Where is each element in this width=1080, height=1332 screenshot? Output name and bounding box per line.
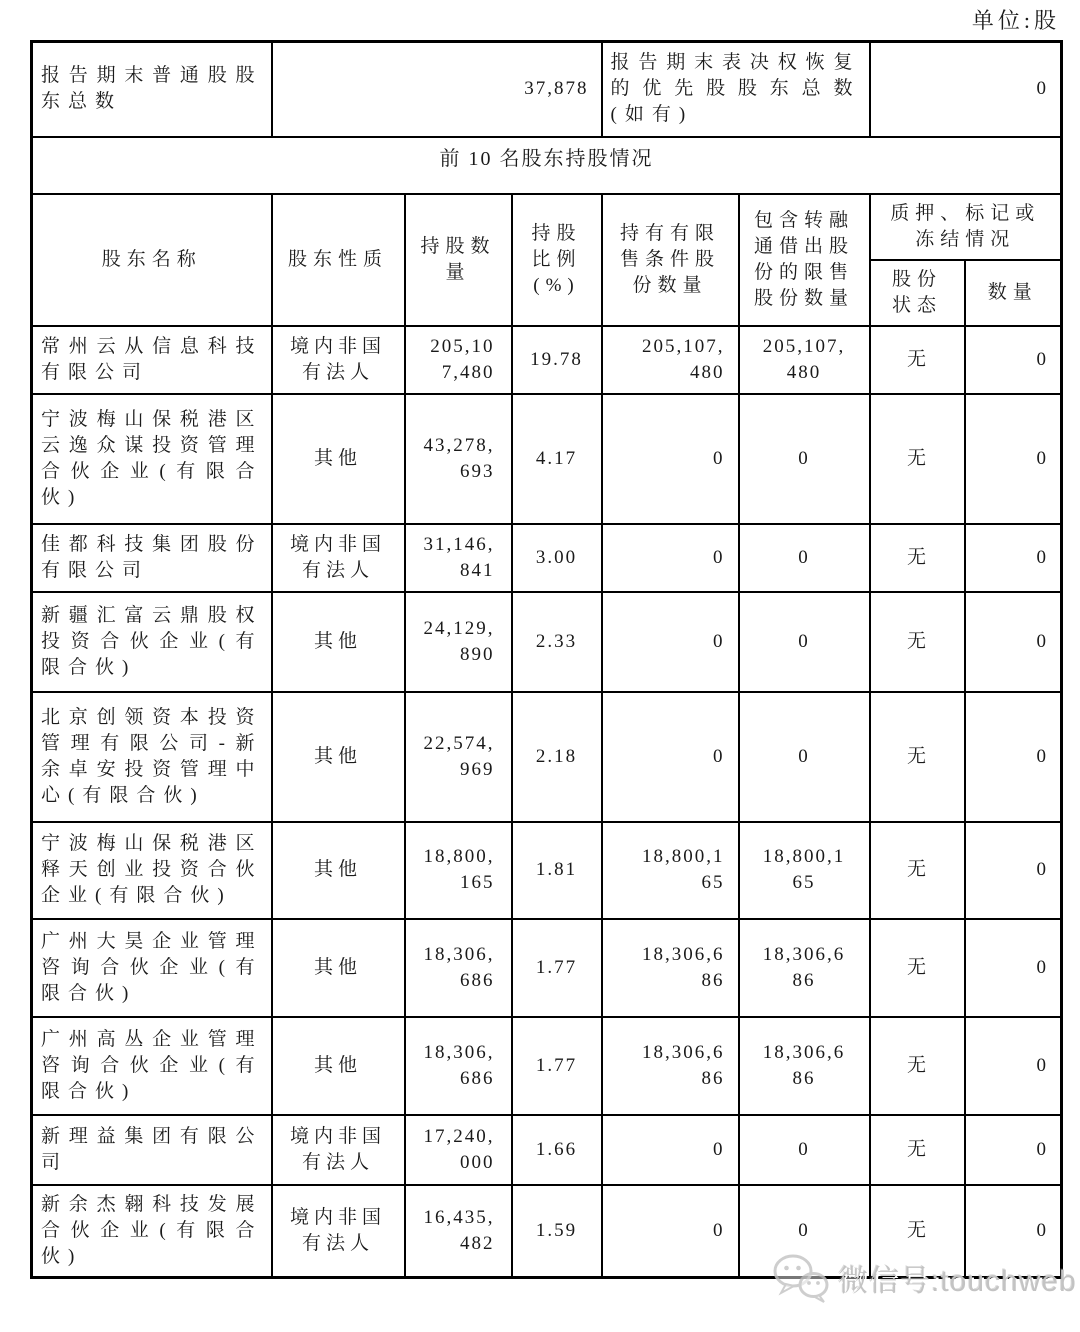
shareholder-nature: 其他 <box>272 1017 405 1115</box>
column-header-pledge-quantity: 数量 <box>965 260 1062 326</box>
table-row <box>32 326 1062 394</box>
restricted-shares: 0 <box>602 692 739 822</box>
shareholding-ratio: 4.17 <box>512 394 602 524</box>
section-title-row <box>32 137 1062 194</box>
share-status: 无 <box>870 822 965 919</box>
pledge-quantity: 0 <box>965 592 1062 692</box>
shareholders-table <box>30 40 1063 1279</box>
shareholding-ratio: 3.00 <box>512 524 602 592</box>
share-status: 无 <box>870 919 965 1017</box>
shareholding-ratio: 19.78 <box>512 326 602 394</box>
lending-restricted-shares: 0 <box>739 524 870 592</box>
shareholder-nature: 境内非国有法人 <box>272 1185 405 1278</box>
watermark <box>772 1252 1077 1304</box>
unit-label: 单位:股 <box>971 8 1060 33</box>
preferred-shareholders-label: 报告期末表决权恢复的优先股股东总数(如有) <box>602 42 870 137</box>
shareholder-name: 广州大昊企业管理咨询合伙企业(有限合伙) <box>32 919 272 1017</box>
shareholding-ratio: 2.33 <box>512 592 602 692</box>
column-header-restricted-shares: 持有有限售条件股份数量 <box>602 194 739 326</box>
shareholder-name: 北京创领资本投资管理有限公司-新余卓安投资管理中心(有限合伙) <box>32 692 272 822</box>
restricted-shares: 0 <box>602 394 739 524</box>
column-header-shareholder-name: 股东名称 <box>32 194 272 326</box>
lending-restricted-shares: 0 <box>739 394 870 524</box>
shareholding-ratio: 1.77 <box>512 919 602 1017</box>
restricted-shares: 0 <box>602 1185 739 1278</box>
column-header-shares-held: 持股数量 <box>405 194 512 326</box>
share-status: 无 <box>870 592 965 692</box>
share-status: 无 <box>870 1185 965 1278</box>
table-row <box>32 1017 1062 1115</box>
table-row <box>32 524 1062 592</box>
pledge-quantity: 0 <box>965 326 1062 394</box>
table-row <box>32 1115 1062 1185</box>
shareholder-nature: 其他 <box>272 692 405 822</box>
shares-held: 205,107,480 <box>405 326 512 394</box>
lending-restricted-shares: 18,800,165 <box>739 822 870 919</box>
shareholder-nature: 其他 <box>272 592 405 692</box>
pledge-quantity: 0 <box>965 394 1062 524</box>
restricted-shares: 18,306,686 <box>602 1017 739 1115</box>
share-status: 无 <box>870 394 965 524</box>
restricted-shares: 18,306,686 <box>602 919 739 1017</box>
restricted-shares: 0 <box>602 592 739 692</box>
pledge-quantity: 0 <box>965 1017 1062 1115</box>
shareholder-name: 宁波梅山保税港区释天创业投资合伙企业(有限合伙) <box>32 822 272 919</box>
shares-held: 31,146,841 <box>405 524 512 592</box>
shareholder-name: 广州高丛企业管理咨询合伙企业(有限合伙) <box>32 1017 272 1115</box>
header-row <box>32 194 1062 260</box>
shareholder-name: 佳都科技集团股份有限公司 <box>32 524 272 592</box>
shares-held: 43,278,693 <box>405 394 512 524</box>
shareholding-ratio: 2.18 <box>512 692 602 822</box>
column-header-pledge-group: 质押、标记或冻结情况 <box>870 194 1062 260</box>
column-header-shareholder-nature: 股东性质 <box>272 194 405 326</box>
shareholder-nature: 境内非国有法人 <box>272 326 405 394</box>
shareholder-nature: 其他 <box>272 394 405 524</box>
shares-held: 18,306,686 <box>405 919 512 1017</box>
lending-restricted-shares: 0 <box>739 1115 870 1185</box>
lending-restricted-shares: 0 <box>739 1185 870 1278</box>
wechat-icon <box>772 1252 830 1304</box>
lending-restricted-shares: 18,306,686 <box>739 1017 870 1115</box>
shares-held: 22,574,969 <box>405 692 512 822</box>
summary-row <box>32 42 1062 137</box>
restricted-shares: 205,107,480 <box>602 326 739 394</box>
pledge-quantity: 0 <box>965 524 1062 592</box>
pledge-quantity: 0 <box>965 692 1062 822</box>
share-status: 无 <box>870 1115 965 1185</box>
preferred-shareholders-value: 0 <box>870 42 1062 137</box>
lending-restricted-shares: 205,107,480 <box>739 326 870 394</box>
ordinary-shareholders-label: 报告期末普通股股东总数 <box>32 42 272 137</box>
column-header-lending-restricted-shares: 包含转融通借出股份的限售股份数量 <box>739 194 870 326</box>
share-status: 无 <box>870 692 965 822</box>
pledge-quantity: 0 <box>965 1185 1062 1278</box>
lending-restricted-shares: 18,306,686 <box>739 919 870 1017</box>
restricted-shares: 18,800,165 <box>602 822 739 919</box>
ordinary-shareholders-value: 37,878 <box>272 42 602 137</box>
restricted-shares: 0 <box>602 524 739 592</box>
shareholder-nature: 其他 <box>272 822 405 919</box>
shareholder-nature: 境内非国有法人 <box>272 1115 405 1185</box>
shares-held: 16,435,482 <box>405 1185 512 1278</box>
column-header-share-status: 股份状态 <box>870 260 965 326</box>
shareholder-name: 新疆汇富云鼎股权投资合伙企业(有限合伙) <box>32 592 272 692</box>
shareholding-ratio: 1.81 <box>512 822 602 919</box>
table-row <box>32 822 1062 919</box>
table-row <box>32 592 1062 692</box>
shareholder-nature: 境内非国有法人 <box>272 524 405 592</box>
share-status: 无 <box>870 1017 965 1115</box>
shares-held: 18,306,686 <box>405 1017 512 1115</box>
table-row <box>32 692 1062 822</box>
shares-held: 24,129,890 <box>405 592 512 692</box>
shareholding-ratio: 1.77 <box>512 1017 602 1115</box>
shares-held: 18,800,165 <box>405 822 512 919</box>
restricted-shares: 0 <box>602 1115 739 1185</box>
pledge-quantity: 0 <box>965 919 1062 1017</box>
lending-restricted-shares: 0 <box>739 692 870 822</box>
share-status: 无 <box>870 524 965 592</box>
table-row <box>32 919 1062 1017</box>
pledge-quantity: 0 <box>965 822 1062 919</box>
shareholding-ratio: 1.66 <box>512 1115 602 1185</box>
shareholder-name: 常州云从信息科技有限公司 <box>32 326 272 394</box>
shareholder-name: 新理益集团有限公司 <box>32 1115 272 1185</box>
section-title: 前 10 名股东持股情况 <box>32 137 1062 194</box>
shareholder-nature: 其他 <box>272 919 405 1017</box>
column-header-shareholding-ratio: 持股比例(%) <box>512 194 602 326</box>
shareholder-name: 宁波梅山保税港区云逸众谋投资管理合伙企业(有限合伙) <box>32 394 272 524</box>
lending-restricted-shares: 0 <box>739 592 870 692</box>
table-row <box>32 394 1062 524</box>
pledge-quantity: 0 <box>965 1115 1062 1185</box>
watermark-text: 微信号:touchweb <box>838 1265 1077 1298</box>
shares-held: 17,240,000 <box>405 1115 512 1185</box>
share-status: 无 <box>870 326 965 394</box>
shareholder-name: 新余杰翱科技发展合伙企业(有限合伙) <box>32 1185 272 1278</box>
shareholding-ratio: 1.59 <box>512 1185 602 1278</box>
